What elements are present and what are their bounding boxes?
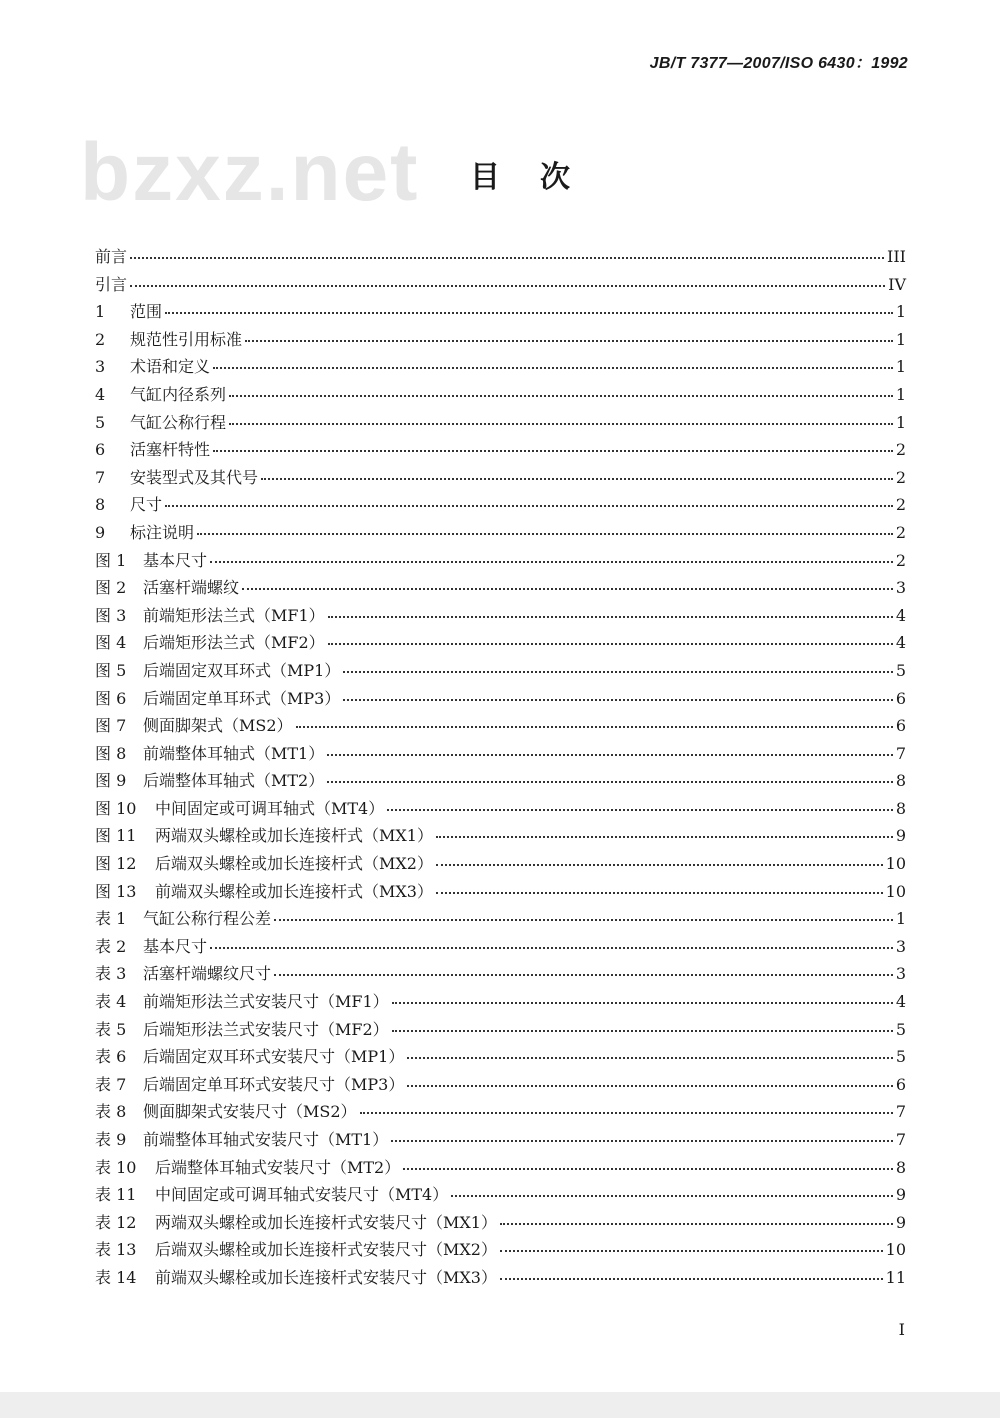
toc-entry-page: 2	[895, 467, 906, 487]
toc-entry[interactable]	[95, 606, 906, 634]
toc-entry[interactable]	[95, 440, 906, 468]
toc-entry-label: 后端矩形法兰式安装尺寸（MF2）	[143, 1019, 389, 1039]
toc-entry-page: 2	[895, 495, 906, 515]
toc-entry-label: 后端双头螺栓或加长连接杆式（MX2）	[155, 854, 433, 874]
page-number: I	[898, 1320, 905, 1339]
toc-entry-number: 表 5	[95, 1019, 127, 1039]
toc-entry-number: 图 8	[95, 743, 127, 763]
dot-leader	[407, 1085, 892, 1087]
toc-entry-page: IV	[888, 274, 906, 294]
toc-entry-label: 后端固定单耳环式安装尺寸（MP3）	[143, 1074, 405, 1094]
toc-entry-label: 后端整体耳轴式安装尺寸（MT2）	[155, 1157, 401, 1177]
toc-entry-page: 6	[895, 1074, 906, 1094]
toc-entry[interactable]	[95, 357, 906, 385]
toc-entry-label: 两端双头螺栓或加长连接杆式（MX1）	[155, 826, 433, 846]
toc-entry-label: 气缸内径系列	[130, 384, 227, 404]
toc-entry[interactable]	[95, 330, 906, 358]
toc-entry-page: III	[887, 247, 906, 266]
toc-entry[interactable]	[95, 826, 906, 854]
toc-entry[interactable]	[95, 716, 906, 744]
toc-entry-page: 3	[895, 578, 906, 598]
toc-entry-label: 术语和定义	[130, 357, 211, 377]
dot-leader	[343, 671, 892, 673]
toc-entry-label: 气缸公称行程公差	[143, 909, 272, 929]
toc-entry-label: 两端双头螺栓或加长连接杆式安装尺寸（MX1）	[155, 1212, 497, 1232]
toc-entry-page: 1	[895, 412, 906, 432]
dot-leader	[229, 423, 893, 425]
toc-entry-label: 标注说明	[130, 522, 195, 542]
toc-entry[interactable]	[95, 495, 906, 523]
dot-leader	[165, 505, 893, 507]
toc-entry[interactable]	[95, 661, 906, 689]
toc-entry-label: 基本尺寸	[143, 936, 208, 956]
toc-entry-page: 7	[895, 1130, 906, 1149]
toc-entry-page: 8	[895, 771, 906, 791]
toc-entry-number: 4	[95, 384, 106, 404]
dot-leader	[451, 1195, 893, 1197]
dot-leader	[261, 478, 893, 480]
dot-leader	[210, 947, 893, 949]
toc-entry-page: 1	[895, 357, 906, 377]
toc-entry-number: 表 3	[95, 964, 127, 984]
toc-entry-page: 7	[895, 1102, 906, 1122]
toc-entry[interactable]	[95, 1130, 906, 1158]
toc-entry-label: 中间固定或可调耳轴式（MT4）	[155, 798, 385, 818]
toc-entry[interactable]	[95, 523, 906, 551]
toc-entry[interactable]	[95, 1020, 906, 1048]
toc-entry-label: 引言	[95, 274, 128, 294]
toc-entry-number: 图 10	[95, 798, 137, 818]
toc-entry-label: 前端矩形法兰式安装尺寸（MF1）	[143, 992, 389, 1012]
toc-entry[interactable]	[95, 1268, 906, 1296]
toc-entry[interactable]	[95, 854, 906, 882]
watermark: bzxz.net	[80, 127, 420, 218]
toc-entry-page: 3	[895, 936, 906, 956]
toc-entry[interactable]	[95, 578, 906, 606]
toc-entry[interactable]	[95, 1213, 906, 1241]
toc-entry[interactable]	[95, 1075, 906, 1103]
toc-entry-number: 表 1	[95, 909, 127, 929]
toc-entry-number: 表 7	[95, 1074, 127, 1094]
toc-entry-number: 图 3	[95, 605, 127, 625]
toc-entry-number: 表 8	[95, 1102, 127, 1122]
bottom-scan-band	[0, 1392, 1000, 1418]
toc-entry-page: 8	[895, 798, 906, 818]
toc-entry-number: 表 6	[95, 1047, 127, 1067]
toc-entry-page: 1	[895, 302, 906, 322]
toc-entry[interactable]	[95, 992, 906, 1020]
toc-entry-number: 图 2	[95, 578, 127, 598]
toc-entry-number: 图 4	[95, 633, 127, 653]
toc-entry-label: 规范性引用标准	[130, 329, 243, 349]
toc-entry[interactable]	[95, 247, 906, 275]
toc-entry-page: 6	[895, 716, 906, 736]
toc-entry-number: 表 9	[95, 1130, 127, 1149]
dot-leader	[327, 781, 893, 783]
toc-entry-number: 图 1	[95, 550, 127, 570]
toc-entry-label: 活塞杆特性	[130, 440, 211, 460]
toc-entry[interactable]	[95, 689, 906, 717]
toc-entry-page: 10	[885, 881, 906, 901]
toc-entry[interactable]	[95, 551, 906, 579]
toc-entry-page: 1	[895, 384, 906, 404]
toc-entry-number: 8	[95, 495, 106, 515]
toc-entry-page: 2	[895, 440, 906, 460]
toc-entry[interactable]	[95, 964, 906, 992]
toc-entry[interactable]	[95, 413, 906, 441]
toc-entry-page: 6	[895, 688, 906, 708]
dot-leader	[328, 616, 893, 618]
dot-leader	[210, 561, 893, 563]
toc-entry[interactable]	[95, 1158, 906, 1186]
toc-entry-label: 安装型式及其代号	[130, 467, 259, 487]
toc-entry-label: 侧面脚架式（MS2）	[143, 716, 293, 736]
dot-leader	[500, 1223, 893, 1225]
toc-entry[interactable]	[95, 882, 906, 910]
dot-leader	[391, 1140, 893, 1142]
toc-entry-number: 图 5	[95, 660, 127, 680]
toc-entry-label: 侧面脚架式安装尺寸（MS2）	[143, 1102, 357, 1122]
toc-entry-number: 表 11	[95, 1185, 137, 1205]
toc-entry-page: 9	[895, 1185, 906, 1205]
dot-leader	[328, 643, 893, 645]
dot-leader	[407, 1057, 892, 1059]
toc-entry-label: 前端双头螺栓或加长连接杆式（MX3）	[155, 881, 433, 901]
toc-entry-number: 3	[95, 357, 106, 377]
toc-entry-page: 2	[895, 550, 906, 570]
toc-entry-page: 5	[895, 1019, 906, 1039]
toc-entry[interactable]	[95, 633, 906, 661]
dot-leader	[436, 864, 883, 866]
toc-entry-number: 7	[95, 467, 106, 487]
toc-entry-page: 10	[885, 1240, 906, 1260]
dot-leader	[165, 312, 893, 314]
toc-entry-page: 5	[895, 1047, 906, 1067]
toc-entry-label: 前端双头螺栓或加长连接杆式安装尺寸（MX3）	[155, 1267, 497, 1287]
toc-entry-page: 4	[895, 992, 906, 1012]
toc-entry-number: 图 13	[95, 881, 137, 901]
dot-leader	[403, 1168, 893, 1170]
toc-entry-label: 活塞杆端螺纹	[143, 578, 240, 598]
dot-leader	[436, 836, 893, 838]
toc-entry-page: 5	[895, 660, 906, 680]
toc-entry-label: 基本尺寸	[143, 550, 208, 570]
toc-entry-number: 图 7	[95, 716, 127, 736]
toc-entry-label: 中间固定或可调耳轴式安装尺寸（MT4）	[155, 1185, 449, 1205]
table-of-contents	[95, 247, 906, 1296]
toc-entry[interactable]	[95, 275, 906, 303]
dot-leader	[197, 533, 893, 535]
toc-entry[interactable]	[95, 799, 906, 827]
dot-leader	[213, 367, 893, 369]
toc-entry-number: 图 9	[95, 771, 127, 791]
toc-entry-page: 3	[895, 964, 906, 984]
toc-entry[interactable]	[95, 937, 906, 965]
dot-leader	[343, 699, 892, 701]
toc-entry-label: 前端整体耳轴式安装尺寸（MT1）	[143, 1130, 389, 1149]
toc-entry-number: 图 12	[95, 854, 137, 874]
dot-leader	[296, 726, 893, 728]
toc-entry-page: 9	[895, 826, 906, 846]
toc-entry-page: 1	[895, 909, 906, 929]
standard-number-header: JB/T 7377—2007/ISO 6430：1992	[649, 55, 908, 72]
toc-entry-page: 4	[895, 605, 906, 625]
toc-entry-label: 后端整体耳轴式（MT2）	[143, 771, 325, 791]
toc-entry-page: 10	[885, 854, 906, 874]
toc-entry-page: 9	[895, 1212, 906, 1232]
toc-entry-page: 4	[895, 633, 906, 653]
dot-leader	[274, 919, 893, 921]
toc-entry[interactable]	[95, 1047, 906, 1075]
toc-entry-label: 后端固定单耳环式（MP3）	[143, 688, 341, 708]
toc-entry-number: 2	[95, 329, 106, 349]
dot-leader	[245, 340, 893, 342]
toc-entry-label: 活塞杆端螺纹尺寸	[143, 964, 272, 984]
dot-leader	[500, 1250, 883, 1252]
toc-entry-number: 表 12	[95, 1212, 137, 1232]
dot-leader	[130, 257, 884, 259]
toc-entry-number: 表 14	[95, 1267, 137, 1287]
toc-entry-number: 表 4	[95, 992, 127, 1012]
toc-entry-number: 9	[95, 522, 106, 542]
toc-entry-label: 范围	[130, 302, 163, 322]
toc-entry-page: 2	[895, 522, 906, 542]
dot-leader	[274, 974, 893, 976]
toc-entry[interactable]	[95, 1185, 906, 1213]
dot-leader	[327, 754, 893, 756]
toc-entry[interactable]	[95, 468, 906, 496]
page-title: 目次	[470, 160, 610, 195]
toc-entry-number: 表 13	[95, 1240, 137, 1260]
toc-entry-page: 7	[895, 743, 906, 763]
toc-entry-number: 图 6	[95, 688, 127, 708]
dot-leader	[500, 1278, 883, 1280]
toc-entry[interactable]	[95, 771, 906, 799]
dot-leader	[392, 1002, 893, 1004]
toc-entry[interactable]	[95, 1240, 906, 1268]
toc-entry-label: 后端矩形法兰式（MF2）	[143, 633, 325, 653]
toc-entry[interactable]	[95, 909, 906, 937]
dot-leader	[130, 285, 885, 287]
toc-entry-number: 6	[95, 440, 106, 460]
toc-entry[interactable]	[95, 744, 906, 772]
dot-leader	[387, 809, 893, 811]
toc-entry-label: 前言	[95, 247, 128, 266]
toc-entry-number: 图 11	[95, 826, 137, 846]
toc-entry-page: 1	[895, 329, 906, 349]
toc-entry-page: 8	[895, 1157, 906, 1177]
toc-entry-page: 11	[885, 1267, 906, 1287]
toc-entry-label: 后端固定双耳环式（MP1）	[143, 660, 341, 680]
toc-entry[interactable]	[95, 385, 906, 413]
toc-entry-label: 后端双头螺栓或加长连接杆式安装尺寸（MX2）	[155, 1240, 497, 1260]
toc-entry-label: 尺寸	[130, 495, 163, 515]
toc-entry-label: 前端矩形法兰式（MF1）	[143, 605, 325, 625]
dot-leader	[242, 588, 893, 590]
dot-leader	[392, 1030, 893, 1032]
toc-entry-label: 气缸公称行程	[130, 412, 227, 432]
toc-entry[interactable]	[95, 1102, 906, 1130]
dot-leader	[213, 450, 893, 452]
toc-entry-label: 后端固定双耳环式安装尺寸（MP1）	[143, 1047, 405, 1067]
toc-entry[interactable]	[95, 302, 906, 330]
toc-entry-number: 表 10	[95, 1157, 137, 1177]
toc-entry-number: 表 2	[95, 936, 127, 956]
toc-entry-label: 前端整体耳轴式（MT1）	[143, 743, 325, 763]
toc-entry-number: 5	[95, 412, 106, 432]
dot-leader	[436, 892, 883, 894]
dot-leader	[229, 395, 893, 397]
dot-leader	[360, 1112, 893, 1114]
toc-entry-number: 1	[95, 302, 106, 322]
